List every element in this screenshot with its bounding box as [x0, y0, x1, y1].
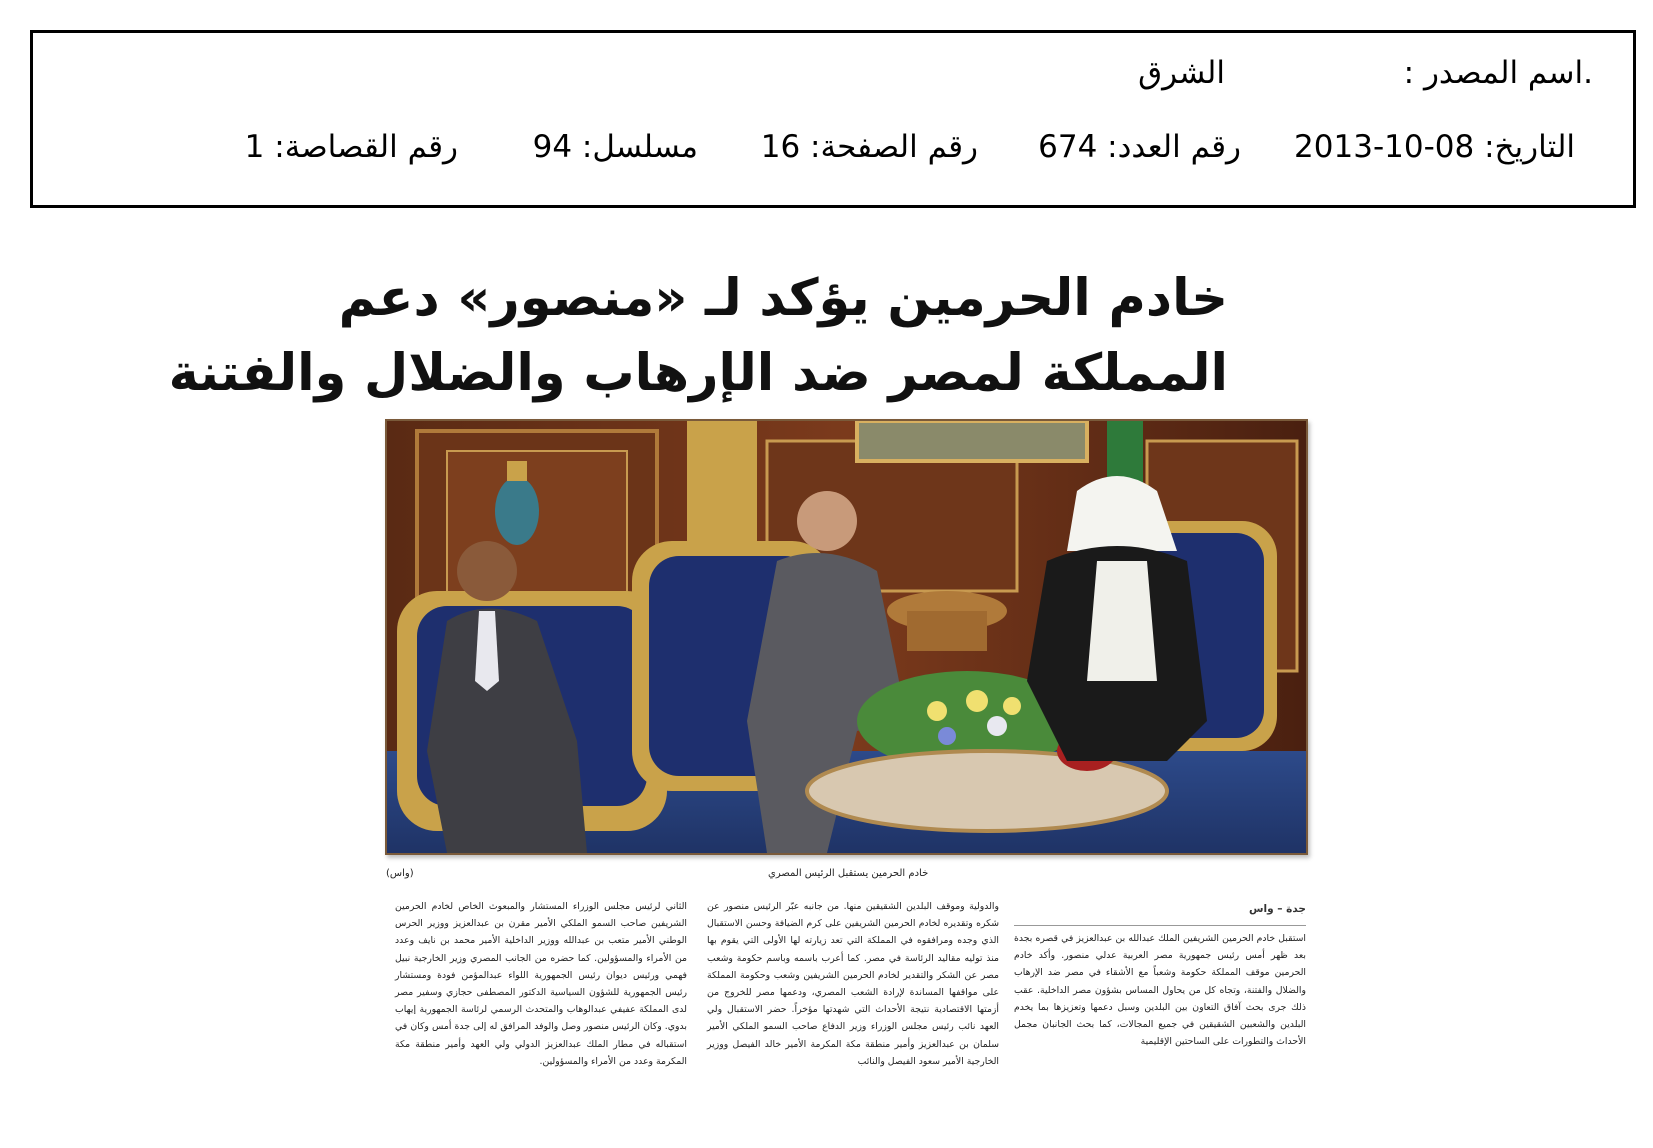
headline-line-1: خادم الحرمين يؤكد لـ «منصور» دعم	[338, 269, 1228, 328]
headline-line-2: المملكة لمصر ضد الإرهاب والضلال والفتنة	[168, 344, 1228, 403]
clip-number: رقم القصاصة: 1	[244, 129, 458, 165]
source-name: الشرق	[1138, 55, 1225, 91]
article-photo	[385, 419, 1308, 855]
clipping-metadata-box	[30, 30, 1636, 208]
serial-number: مسلسل: 94	[532, 129, 698, 165]
dateline-divider	[1014, 925, 1306, 926]
article-column-1	[1014, 930, 1306, 1050]
article-column-3	[395, 898, 687, 1070]
photo-credit: (واس)	[386, 868, 414, 879]
article-paragraph: والدولية وموقف البلدين الشقيقين منها. من جانبه عبّر الرئيس منصور عن شكره وتقديره لخادم الحرمين الشريفين على كرم الضيافة وحسن الاستقبال الذي وجده ومرافقوه في المملكة التي تعد زيارته لها الأولى التي يقوم بها منذ توليه مقاليد الرئاسة في مصر. كما أعرب باسمه وباسم حكومة وشعب مصر عن الشكر والتقدير لخادم الحرمين الشريفين وشعب وحكومة المملكة على مواقفها المساندة لإرادة الشعب المصري، ودعمها مصر للخروج من أزمتها الاقتصادية نتيجة الأحداث التي شهدتها مؤخراً. حضر الاستقبال ولي العهد نائب رئيس مجلس الوزراء وزير الدفاع صاحب السمو الملكي الأمير سلمان بن عبدالعزيز وأمير منطقة مكة المكرمة الأمير خالد الفيصل ووزير الخارجية الأمير سعود الفيصل والنائب	[707, 901, 999, 1067]
article-dateline: جدة – واس	[1248, 903, 1306, 915]
article-paragraph: استقبل خادم الحرمين الشريفين الملك عبدالله بن عبدالعزيز في قصره بجدة بعد ظهر أمس رئيس جمهورية مصر العربية عدلي منصور. وأكد خادم الحرمين موقف المملكة حكومة وشعباً مع الأشقاء في مصر ضد الإرهاب والضلال والفتنة، وتجاه كل من يحاول المساس بشؤون مصر الداخلية. عقب ذلك جرى بحث آفاق التعاون بين البلدين وسبل دعمها وتعزيزها بما يخدم البلدين والشعبين الشقيقين في جميع المجالات، كما بحث الجانبان مجمل الأحداث والتطورات على الساحتين الإقليمية	[1014, 933, 1306, 1048]
issue-number: رقم العدد: 674	[1038, 129, 1241, 165]
photo-caption: خادم الحرمين يستقبل الرئيس المصري	[768, 868, 929, 879]
page-number: رقم الصفحة: 16	[760, 129, 978, 165]
article-column-2	[707, 898, 999, 1070]
source-label: .اسم المصدر :	[1403, 55, 1593, 91]
article-paragraph: الثاني لرئيس مجلس الوزراء المستشار والمبعوث الخاص لخادم الحرمين الشريفين صاحب السمو الملكي الأمير مقرن بن عبدالعزيز ووزير الحرس الوطني الأمير متعب بن عبدالله ووزير الداخلية الأمير محمد بن نايف وعدد من الأمراء والمسؤولين. كما حضره من الجانب المصري وزير الخارجية نبيل فهمي ورئيس ديوان رئيس الجمهورية اللواء عبدالمؤمن فودة ومستشار رئيس الجمهورية للشؤون السياسية الدكتور المصطفى حجازي وسفير مصر لدى المملكة عفيفي عبدالوهاب والمتحدث الرسمي لرئاسة الجمهورية إيهاب بدوي. وكان الرئيس منصور وصل والوفد المرافق له إلى جدة أمس وكان في استقباله في مطار الملك عبدالعزيز الدولي ولي العهد وأمير منطقة مكة المكرمة وعدد من الأمراء والمسؤولين.	[395, 901, 687, 1067]
clip-date: التاريخ: 08-10-2013	[1294, 129, 1575, 165]
